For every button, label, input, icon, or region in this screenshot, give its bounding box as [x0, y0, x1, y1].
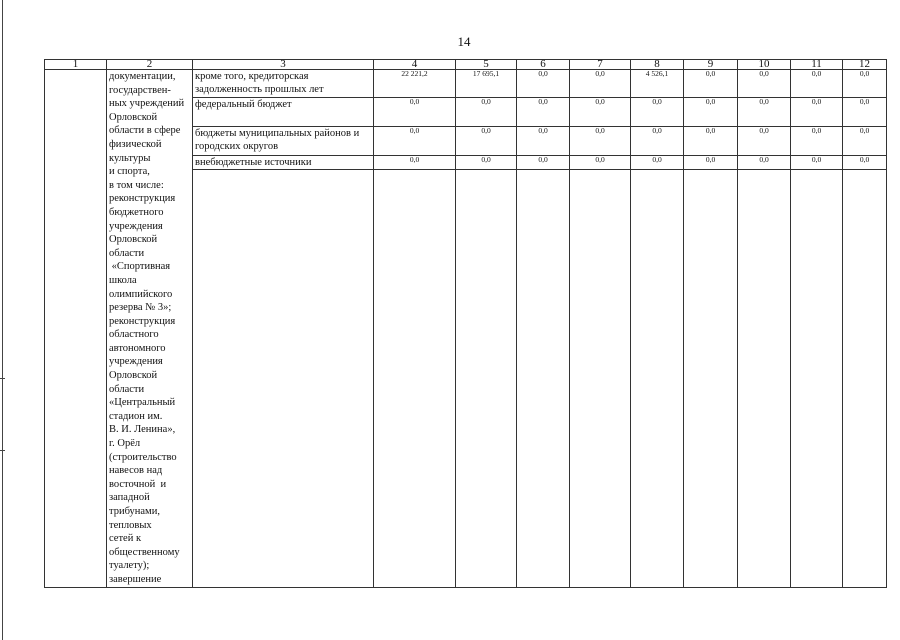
- budget-table: [44, 59, 887, 588]
- column-header: 9: [684, 60, 738, 70]
- table-row: [45, 70, 887, 98]
- value-cell: 0,0: [456, 98, 517, 127]
- description-line: общественному: [109, 546, 180, 558]
- description-line: области: [109, 383, 145, 395]
- description-line: «Центральный: [109, 397, 176, 409]
- description-line: и спорта,: [109, 166, 150, 178]
- column-header: 3: [193, 60, 374, 70]
- value-cell: 0,0: [631, 127, 684, 156]
- value-cell: 0,0: [570, 127, 631, 156]
- column-header: 12: [843, 60, 887, 70]
- description-line: государствен-: [109, 84, 171, 96]
- description-line: в том числе:: [109, 179, 164, 191]
- value-cell: 0,0: [631, 156, 684, 170]
- empty-cell: [570, 170, 631, 588]
- description-line: западной: [109, 492, 150, 504]
- description-line: олимпийского: [109, 288, 173, 300]
- value-cell: 0,0: [374, 98, 456, 127]
- value-cell: 0,0: [791, 98, 843, 127]
- description-line: области: [109, 247, 145, 259]
- value-cell: 0,0: [570, 70, 631, 98]
- value-cell: 0,0: [738, 98, 791, 127]
- value-cell: 0,0: [791, 156, 843, 170]
- value-cell: 0,0: [791, 70, 843, 98]
- description-line: «Спортивная: [109, 261, 171, 273]
- description-line: физической: [109, 138, 162, 150]
- description-line: навесов над: [109, 465, 163, 477]
- empty-cell: [517, 170, 570, 588]
- column-header: 7: [570, 60, 631, 70]
- empty-cell: [631, 170, 684, 588]
- value-cell: 0,0: [456, 156, 517, 170]
- empty-cell: [684, 170, 738, 588]
- description-line: Орловской: [109, 111, 158, 123]
- value-cell: 22 221,2: [374, 70, 456, 98]
- column-header: 10: [738, 60, 791, 70]
- value-cell: 0,0: [456, 127, 517, 156]
- description-line: тепловых: [109, 519, 152, 531]
- value-cell: 0,0: [843, 127, 887, 156]
- description-line: В. И. Ленина»,: [109, 424, 176, 436]
- value-cell: 0,0: [631, 98, 684, 127]
- column-header: 11: [791, 60, 843, 70]
- description-line: (строительство: [109, 451, 177, 463]
- value-cell: 0,0: [374, 127, 456, 156]
- description-line: трибунами,: [109, 506, 160, 517]
- value-cell: 0,0: [684, 98, 738, 127]
- empty-cell: [193, 170, 374, 588]
- empty-cell: [456, 170, 517, 588]
- col1-cell: [45, 70, 107, 588]
- empty-cell: [374, 170, 456, 588]
- description-line: туалету);: [109, 560, 150, 572]
- description-line: области в сфере: [109, 125, 181, 137]
- margin-tick: [0, 378, 5, 379]
- value-cell: 17 695,1: [456, 70, 517, 98]
- description-line: областного: [109, 329, 159, 341]
- column-header: 5: [456, 60, 517, 70]
- description-line: школа: [109, 274, 137, 286]
- source-label: внебюджетные источники: [193, 156, 374, 170]
- column-header: 2: [107, 60, 193, 70]
- empty-cell: [843, 170, 887, 588]
- measure-description-cell: [107, 70, 193, 588]
- column-header: 4: [374, 60, 456, 70]
- description-line: ных учреждений: [109, 98, 185, 110]
- description-line: г. Орёл: [109, 438, 141, 450]
- description-line: культуры: [109, 152, 151, 164]
- column-number-row: [45, 60, 887, 70]
- value-cell: 0,0: [843, 156, 887, 170]
- empty-cell: [738, 170, 791, 588]
- value-cell: 0,0: [517, 127, 570, 156]
- binding-margin-line: [2, 0, 3, 640]
- value-cell: 0,0: [738, 70, 791, 98]
- value-cell: 0,0: [517, 98, 570, 127]
- value-cell: 0,0: [738, 127, 791, 156]
- description-line: бюджетного: [109, 206, 164, 218]
- value-cell: 0,0: [738, 156, 791, 170]
- column-header: 1: [45, 60, 107, 70]
- description-line: документации,: [109, 71, 176, 82]
- page-number: 14: [457, 34, 471, 49]
- value-cell: 0,0: [791, 127, 843, 156]
- value-cell: 0,0: [684, 70, 738, 98]
- margin-tick: [0, 450, 5, 451]
- description-line: учреждения: [109, 220, 163, 232]
- value-cell: 0,0: [843, 98, 887, 127]
- description-line: реконструкция: [109, 315, 176, 327]
- description-line: резерва № 3»;: [109, 302, 172, 314]
- description-line: Орловской: [109, 234, 158, 246]
- value-cell: 0,0: [570, 156, 631, 170]
- source-label: федеральный бюджет: [193, 98, 374, 127]
- value-cell: 0,0: [374, 156, 456, 170]
- value-cell: 4 526,1: [631, 70, 684, 98]
- description-line: стадион им.: [109, 410, 163, 422]
- empty-cell: [791, 170, 843, 588]
- value-cell: 0,0: [684, 156, 738, 170]
- column-header: 8: [631, 60, 684, 70]
- description-line: учреждения: [109, 356, 163, 368]
- source-label: бюджеты муниципальных районов и городских округов: [193, 127, 374, 156]
- value-cell: 0,0: [517, 70, 570, 98]
- value-cell: 0,0: [843, 70, 887, 98]
- description-line: сетей к: [109, 533, 142, 545]
- source-label: кроме того, кредиторская задолженность прошлых лет: [193, 70, 374, 98]
- description-line: восточной и: [109, 478, 167, 490]
- description-line: Орловской: [109, 370, 158, 382]
- value-cell: 0,0: [684, 127, 738, 156]
- column-header: 6: [517, 60, 570, 70]
- value-cell: 0,0: [570, 98, 631, 127]
- description-line: реконструкция: [109, 193, 176, 205]
- description-line: автономного: [109, 342, 166, 354]
- description-line: завершение: [109, 573, 162, 585]
- value-cell: 0,0: [517, 156, 570, 170]
